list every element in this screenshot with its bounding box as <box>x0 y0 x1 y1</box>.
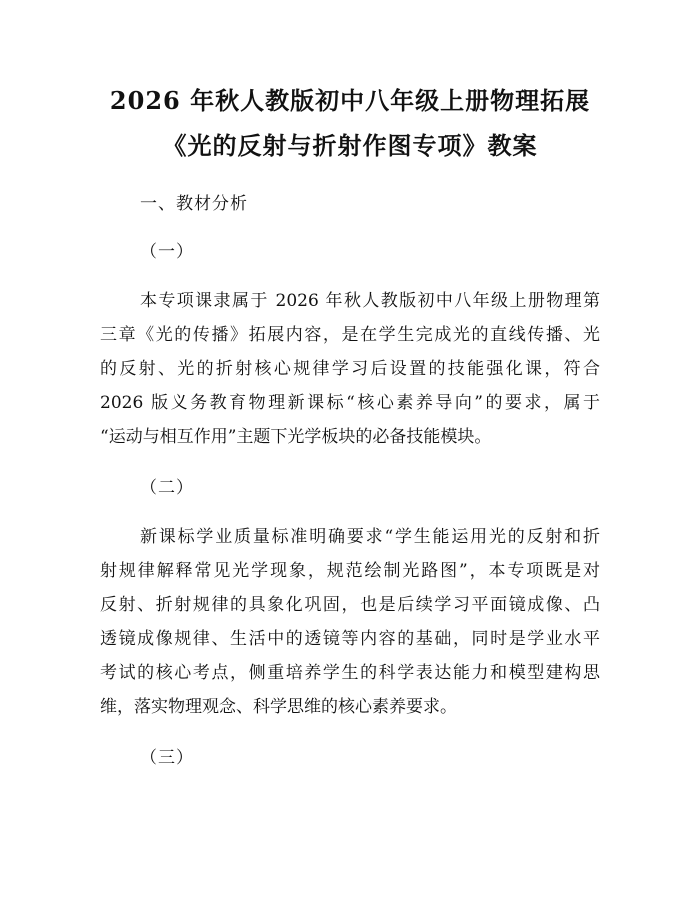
paragraph-1-line-2: 三章《光的传播》拓展内容，是在学生完成光的直线传播、光 <box>100 325 600 345</box>
document-title-line-1: 2026 年秋人教版初中八年级上册物理拓展 <box>109 86 591 115</box>
paragraph-1-line-3: 的反射、光的折射核心规律学习后设置的技能强化课，符合 <box>100 359 600 379</box>
paragraph-1-line-1: 本专项课隶属于 2026 年秋人教版初中八年级上册物理第 <box>140 291 600 311</box>
paragraph-2-line-2: 射规律解释常见光学现象，规范绘制光路图”，本专项既是对 <box>100 561 600 581</box>
subsection-label-1: （一） <box>140 242 194 262</box>
paragraph-2-line-6: 维，落实物理观念、科学思维的核心素养要求。 <box>100 697 457 717</box>
subsection-label-2: （二） <box>140 478 194 498</box>
paragraph-2-line-3: 反射、折射规律的具象化巩固，也是后续学习平面镜成像、凸 <box>100 595 600 615</box>
document-title-line-2: 《光的反射与折射作图专项》教案 <box>162 131 538 160</box>
paragraph-2-line-4: 透镜成像规律、生活中的透镜等内容的基础，同时是学业水平 <box>100 629 600 649</box>
paragraph-2-line-1: 新课标学业质量标准明确要求“学生能运用光的反射和折 <box>140 527 600 547</box>
paragraph-2-line-5: 考试的核心考点，侧重培养学生的科学表达能力和模型建构思 <box>100 663 600 683</box>
paragraph-1-line-4: 2026 版义务教育物理新课标“核心素养导向”的要求，属于 <box>100 393 600 413</box>
paragraph-1-line-5: “运动与相互作用”主题下光学板块的必备技能模块。 <box>100 427 492 447</box>
section-heading: 一、教材分析 <box>140 194 248 214</box>
subsection-label-3: （三） <box>140 748 194 768</box>
